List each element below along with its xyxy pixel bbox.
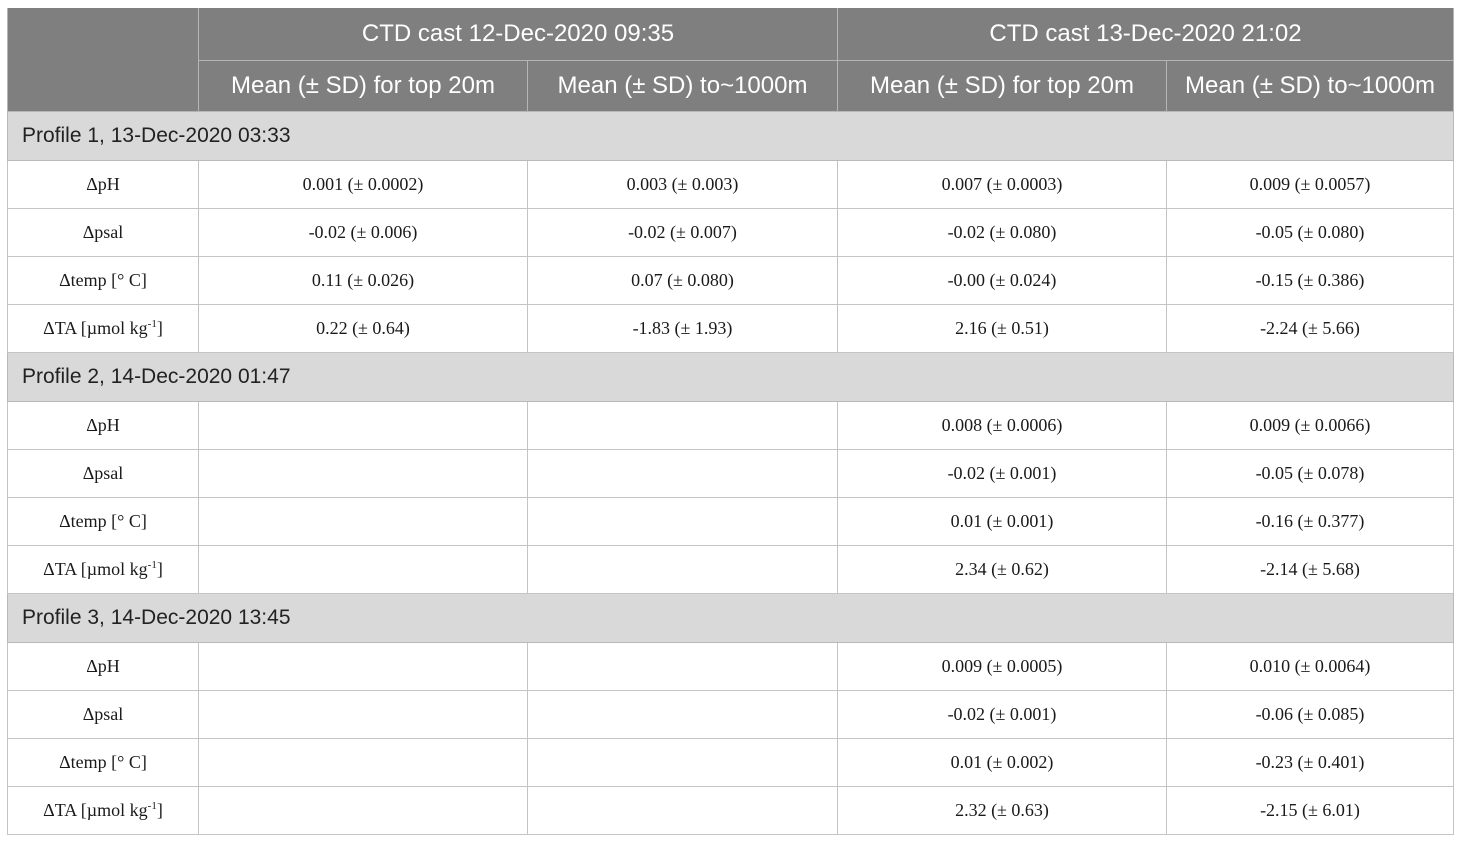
table-cell: [528, 738, 838, 786]
table-cell: [199, 786, 528, 834]
param-label: Δpsal: [8, 449, 199, 497]
table-cell: [528, 497, 838, 545]
table-cell: [528, 786, 838, 834]
table-cell: -0.02 (± 0.001): [838, 690, 1167, 738]
table-cell: -0.00 (± 0.024): [838, 256, 1167, 304]
table-cell: 0.001 (± 0.0002): [199, 160, 528, 208]
header-row-casts: [8, 8, 1454, 60]
param-label: Δtemp [° C]: [8, 256, 199, 304]
table-cell: [528, 642, 838, 690]
table-cell: 0.01 (± 0.002): [838, 738, 1167, 786]
header-corner: [8, 8, 199, 111]
ta-label-end: ]: [156, 799, 163, 820]
table-cell: [199, 401, 528, 449]
table-cell: [199, 738, 528, 786]
table-cell: 0.11 (± 0.026): [199, 256, 528, 304]
table-row: [8, 738, 1454, 786]
table-cell: -0.23 (± 0.401): [1167, 738, 1454, 786]
table-cell: 0.009 (± 0.0057): [1167, 160, 1454, 208]
table-cell: -0.05 (± 0.078): [1167, 449, 1454, 497]
table-cell: -2.15 (± 6.01): [1167, 786, 1454, 834]
section-row-profile-2: [8, 352, 1454, 401]
table-row: [8, 545, 1454, 593]
table-row: [8, 786, 1454, 834]
table-cell: -0.05 (± 0.080): [1167, 208, 1454, 256]
table-cell: -2.14 (± 5.68): [1167, 545, 1454, 593]
table-cell: 0.010 (± 0.0064): [1167, 642, 1454, 690]
ctd-comparison-table: [7, 8, 1454, 835]
header-subcol: Mean (± SD) to~1000m: [528, 60, 838, 111]
table-cell: [199, 497, 528, 545]
table-cell: 0.008 (± 0.0006): [838, 401, 1167, 449]
ta-label-exponent: -1: [147, 799, 157, 812]
table-row: [8, 304, 1454, 352]
header-cast-2: CTD cast 13-Dec-2020 21:02: [838, 8, 1454, 60]
table-container: [7, 8, 1454, 835]
table-cell: -0.02 (± 0.007): [528, 208, 838, 256]
param-label: Δtemp [° C]: [8, 497, 199, 545]
table-row: [8, 256, 1454, 304]
ta-label-end: ]: [156, 558, 163, 579]
table-row: [8, 449, 1454, 497]
table-cell: [199, 690, 528, 738]
section-row-profile-3: [8, 593, 1454, 642]
table-cell: 2.32 (± 0.63): [838, 786, 1167, 834]
table-cell: 0.07 (± 0.080): [528, 256, 838, 304]
ta-label-end: ]: [156, 317, 163, 338]
table-cell: 0.009 (± 0.0005): [838, 642, 1167, 690]
ta-label-exponent: -1: [147, 317, 157, 330]
param-label: Δpsal: [8, 208, 199, 256]
table-cell: [528, 545, 838, 593]
param-label: Δtemp [° C]: [8, 738, 199, 786]
param-label: Δpsal: [8, 690, 199, 738]
param-label: ΔpH: [8, 642, 199, 690]
table-cell: 0.003 (± 0.003): [528, 160, 838, 208]
section-title: Profile 3, 14-Dec-2020 13:45: [8, 593, 1454, 642]
table-cell: 2.34 (± 0.62): [838, 545, 1167, 593]
section-title: Profile 1, 13-Dec-2020 03:33: [8, 111, 1454, 160]
header-subcol: Mean (± SD) for top 20m: [199, 60, 528, 111]
header-subcol: Mean (± SD) to~1000m: [1167, 60, 1454, 111]
ta-label-base: ΔTA [µmol kg: [43, 558, 148, 579]
table-cell: [199, 642, 528, 690]
table-cell: -2.24 (± 5.66): [1167, 304, 1454, 352]
ta-label-base: ΔTA [µmol kg: [43, 799, 148, 820]
section-title: Profile 2, 14-Dec-2020 01:47: [8, 352, 1454, 401]
param-label: [8, 304, 199, 352]
table-row: [8, 642, 1454, 690]
header-subcol: Mean (± SD) for top 20m: [838, 60, 1167, 111]
table-cell: -0.02 (± 0.001): [838, 449, 1167, 497]
param-label: [8, 545, 199, 593]
table-cell: [199, 545, 528, 593]
header-row-subcols: [8, 60, 1454, 111]
table-cell: 0.007 (± 0.0003): [838, 160, 1167, 208]
table-cell: 0.22 (± 0.64): [199, 304, 528, 352]
param-label: [8, 786, 199, 834]
table-cell: -0.02 (± 0.006): [199, 208, 528, 256]
table-cell: 0.009 (± 0.0066): [1167, 401, 1454, 449]
table-row: [8, 160, 1454, 208]
table-cell: -0.06 (± 0.085): [1167, 690, 1454, 738]
table-cell: [528, 401, 838, 449]
table-row: [8, 208, 1454, 256]
table-cell: -0.15 (± 0.386): [1167, 256, 1454, 304]
table-cell: [199, 449, 528, 497]
table-cell: -1.83 (± 1.93): [528, 304, 838, 352]
header-cast-1: CTD cast 12-Dec-2020 09:35: [199, 8, 838, 60]
table-cell: [528, 449, 838, 497]
ta-label-exponent: -1: [147, 558, 157, 571]
param-label: ΔpH: [8, 401, 199, 449]
table-row: [8, 497, 1454, 545]
table-cell: 2.16 (± 0.51): [838, 304, 1167, 352]
section-row-profile-1: [8, 111, 1454, 160]
table-row: [8, 401, 1454, 449]
table-cell: [528, 690, 838, 738]
table-cell: 0.01 (± 0.001): [838, 497, 1167, 545]
ta-label-base: ΔTA [µmol kg: [43, 317, 148, 338]
table-cell: -0.16 (± 0.377): [1167, 497, 1454, 545]
table-cell: -0.02 (± 0.080): [838, 208, 1167, 256]
table-row: [8, 690, 1454, 738]
param-label: ΔpH: [8, 160, 199, 208]
